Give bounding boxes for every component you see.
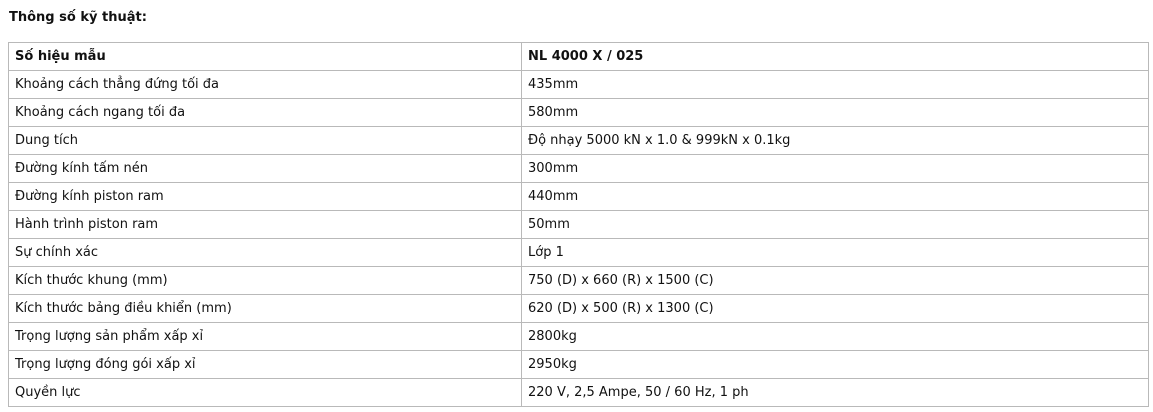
row-value: 300mm bbox=[522, 155, 1149, 183]
model-label: Số hiệu mẫu bbox=[9, 43, 522, 71]
table-row bbox=[9, 351, 1149, 379]
table-row bbox=[9, 379, 1149, 407]
row-value: 580mm bbox=[522, 99, 1149, 127]
table-header-row bbox=[9, 43, 1149, 71]
row-label: Đường kính tấm nén bbox=[9, 155, 522, 183]
spec-table bbox=[8, 42, 1149, 407]
table-row bbox=[9, 155, 1149, 183]
row-label: Dung tích bbox=[9, 127, 522, 155]
row-label: Kích thước khung (mm) bbox=[9, 267, 522, 295]
row-value: 620 (D) x 500 (R) x 1300 (C) bbox=[522, 295, 1149, 323]
spec-title: Thông số kỹ thuật: bbox=[9, 10, 147, 25]
table-row bbox=[9, 183, 1149, 211]
row-label: Hành trình piston ram bbox=[9, 211, 522, 239]
row-label: Đường kính piston ram bbox=[9, 183, 522, 211]
table-row bbox=[9, 99, 1149, 127]
row-value: 50mm bbox=[522, 211, 1149, 239]
row-value: 2950kg bbox=[522, 351, 1149, 379]
table-row bbox=[9, 239, 1149, 267]
table-row bbox=[9, 267, 1149, 295]
row-value: 220 V, 2,5 Ampe, 50 / 60 Hz, 1 ph bbox=[522, 379, 1149, 407]
table-row bbox=[9, 127, 1149, 155]
row-value: 750 (D) x 660 (R) x 1500 (C) bbox=[522, 267, 1149, 295]
row-label: Trọng lượng sản phẩm xấp xỉ bbox=[9, 323, 522, 351]
row-value: 2800kg bbox=[522, 323, 1149, 351]
row-label: Kích thước bảng điều khiển (mm) bbox=[9, 295, 522, 323]
table-row bbox=[9, 295, 1149, 323]
model-value: NL 4000 X / 025 bbox=[522, 43, 1149, 71]
row-label: Trọng lượng đóng gói xấp xỉ bbox=[9, 351, 522, 379]
row-label: Khoảng cách ngang tối đa bbox=[9, 99, 522, 127]
row-label: Khoảng cách thẳng đứng tối đa bbox=[9, 71, 522, 99]
row-label: Quyền lực bbox=[9, 379, 522, 407]
row-value: 440mm bbox=[522, 183, 1149, 211]
row-value: Lớp 1 bbox=[522, 239, 1149, 267]
row-value: Độ nhạy 5000 kN x 1.0 & 999kN x 0.1kg bbox=[522, 127, 1149, 155]
table-row bbox=[9, 71, 1149, 99]
table-row bbox=[9, 211, 1149, 239]
table-row bbox=[9, 323, 1149, 351]
row-label: Sự chính xác bbox=[9, 239, 522, 267]
row-value: 435mm bbox=[522, 71, 1149, 99]
